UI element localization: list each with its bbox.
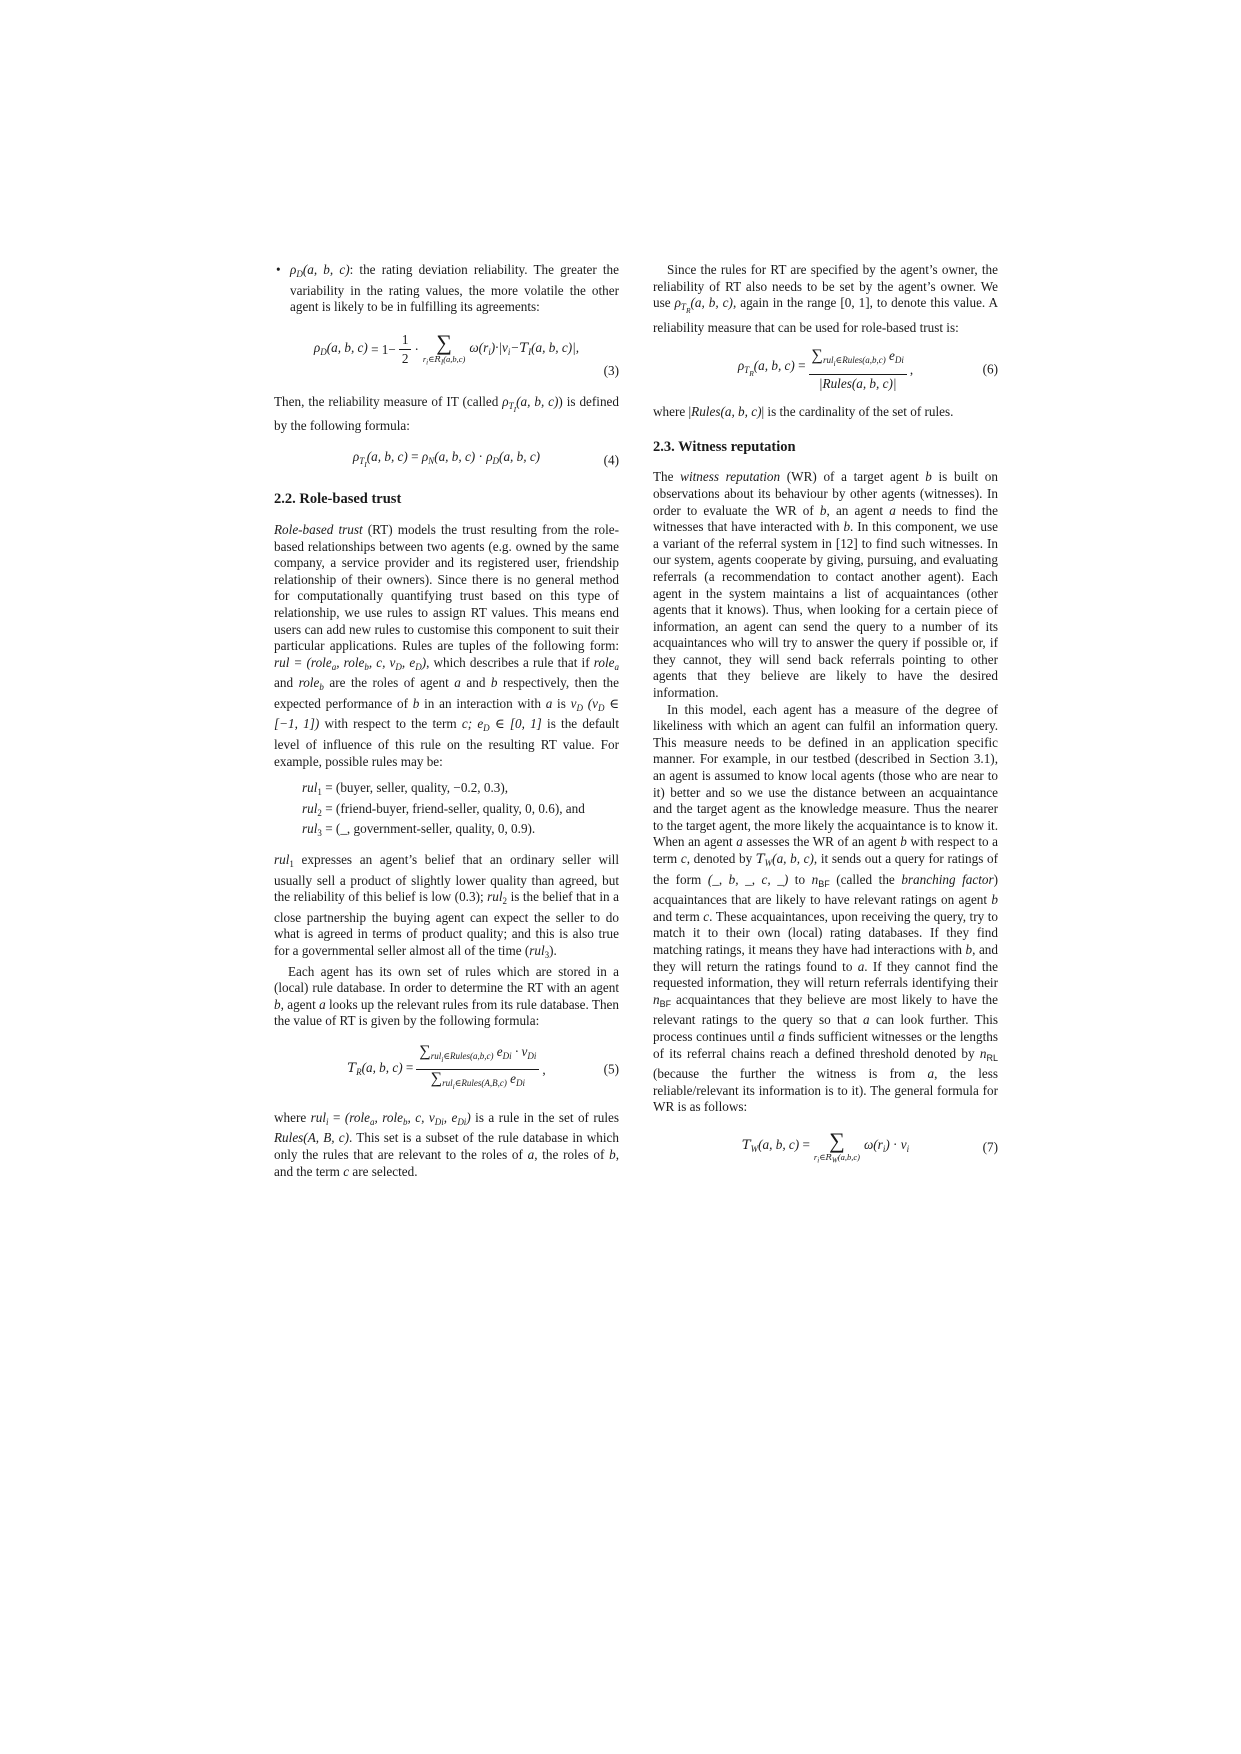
equation-6: $\rho_{T_R}(a$, b, c) = $\frac{\sum_{rul_i\in Rules(a,b,c)} e_{Di}}{\text{|Rules(a, b, c)|}}$ , (6) (737, 347, 998, 391)
equation-3: $\rho_D(a$, b, c) = 1− $\frac{1}{2}$ · ∑ $r_i\in R_I(a,b,c)$ $\omega(r_i)\cdot|v_i-T_I(a$, b, c)|, (3) (313, 330, 619, 379)
bullet-rating-deviation: • $\rho_D(a$, b, c): the rating deviation reliability. The greater the variability in the rating values, the more volatile the other agent is likely to be in fulfilling its agreements: (276, 262, 620, 315)
paragraph-rt-reliability: Since the rules for RT are specified by the agent’s owner, the reliability of RT also needs to be set by the agent’s owner. We use $\rho_{T_R}(a$, b, c), again in the range [0, 1], to denote this value. A reliability measure that can be used for role-based trust is: (653, 262, 999, 335)
paragraph-witness-reputation: The witness reputation (WR) of a target agent b is built on observations about its behaviour by other agents (witnesses). In order to evaluate the WR of b, an agent a needs to find the witnesses that have interacted with b. In this component, we use a variant of the referral system in [12] to find such witnesses. In our system, agents cooperate by giving, pursuing, and evaluating referrals (a recommendation to contact another agent). Each agent in the system maintains a list of acquaintances (other agents that it knows). Thus, when looking for a certain piece of information, an agent can send the query to a number of its acquaintances who will try to answer the query if possible or, if they cannot, they will send back referrals pointing to other agents that they believe are likely to have the desired information. (653, 469, 998, 701)
equation-number: (5) (603, 1061, 619, 1077)
rule-3: rul$_3$ = (_, government-seller, quality, 0, 0.9). (302, 821, 536, 839)
left-column (274, 262, 619, 1180)
paragraph-cardinality: where |Rules(a, b, c)| is the cardinality of the set of rules. (653, 404, 954, 420)
section-heading-witness-reputation: 2.3. Witness reputation (653, 438, 796, 455)
rules-list (302, 780, 619, 842)
right-column (653, 262, 998, 1176)
equation-4: $\rho_{T_I}(a$, b, $c) = \rho_N(a$, b, $c) \cdot \rho_D(a$, b, c) (4) (352, 448, 619, 469)
section-heading-role-based-trust: 2.2. Role-based trust (274, 491, 402, 508)
paragraph-where-rules: where rul$_i$ = (role$_a$, role$_b$, c, $v_{Di}$, $e_{Di}$) is a rule in the set of rules Rules(A, B, c). This set is a subset of the rule database in which only the rules that are relevant to the roles of a, the roles of b, and the term c are selected. (274, 1109, 619, 1179)
paragraph-rule-explanation: rul$_1$ expresses an agent’s belief that an ordinary seller will usually sell a product of slightly lower quality than agreed, but the reliability of this belief is low (0.3); rul$_2$ is the belief that in a close partnership the buying agent can expect the seller to do what is agreed in terms of product quality; and this is also true for a governmental seller almost all of the time (rul$_3$). (274, 852, 620, 960)
rule-2: rul$_2$ = (friend-buyer, friend-seller, quality, 0, 0.6), and (302, 800, 585, 818)
bullet-icon: • (276, 262, 281, 277)
equation-number: (6) (982, 361, 998, 377)
rule-1: rul$_1$ = (buyer, seller, quality, −0.2, 0.3), (302, 780, 509, 798)
equation-7: $T_W(a$, b, c) = ∑ $r_i\in R_W(a,b,c)$ $\omega(r_i) \cdot v_i$ (7) (741, 1127, 998, 1165)
paragraph-role-based-trust: Role-based trust (RT) models the trust resulting from the role-based relationships between two agents (e.g. owned by the same company, a service provider and its registered user, friendship relationship of their owners). Since there is no general method for computationally quantifying trust based on this type of relationship, we use rules to assign RT values. This means end users can add new rules to customise this component to suit their particular applications. Rules are tuples of the following form: rul = (role$_a$, role$_b$, c, $v_D$, $e_D$), which describes a rule that if role$_a$ and role$_b$ are the roles of agent a and b respectively, then the expected performance of b in an interaction with a is $v_D$ ($v_D$ ∈ [−1, 1]) with respect to the term c; $e_D$ ∈ [0, 1] is the default level of influence of this rule on the resulting RT value. For example, possible rules may be: (274, 521, 620, 769)
paragraph-it-reliability: Then, the reliability measure of IT (called $\rho_{T_I}(a$, b, c)) is defined by the following formula: (274, 393, 620, 434)
equation-5: $T_R(a$, b, c) = $\frac{\sum_{rul_i\in Rules(a,b,c)} e_{Di} \cdot v_{Di}}{\sum_{rul_i\in Rules(A,B,c)} e_{Di}}$ , (5) (347, 1042, 619, 1092)
equation-number: (7) (982, 1139, 998, 1155)
paragraph-model-measure: In this model, each agent has a measure of the degree of likeliness with which an agent can fulfil an information query. This measure needs to be defined in an application specific manner. For example, in our testbed (described in Section 3.1), an agent is assumed to know local agents (those who are near to it) better and so we use the distance between an acquaintance and the target agent as the knowledge measure. Thus the nearer to the target agent, the more likely the acquaintance is to know it. When an agent a assesses the WR of an agent b with respect to a term c, denoted by $T_W(a$, b, c), it sends out a query for ratings of the form (_, b, _, c, _) to $n_{BF}$ (called the branching factor) acquaintances that are likely to have relevant ratings on agent b and term c. These acquaintances, upon receiving the query, try to match it to their own (local) rating databases. If they find matching ratings, it means they have had interactions with b, and they will return the ratings found to a. If they cannot find the requested information, they will return referrals identifying their $n_{BF}$ acquaintances that they believe are most likely to have the relevant ratings to the query so that a can look further. This process continues until a finds sufficient witnesses or the lengths of its referral chains reach a defined threshold denoted by $n_{RL}$ (because the further the witness is from a, the less reliable/relevant its information is to it). The general formula for WR is as follows: (653, 701, 999, 1115)
paragraph-each-agent: Each agent has its own set of rules which are stored in a (local) rule database. In order to determine the RT with an agent b, agent a looks up the relevant rules from its rule database. Then the value of RT is given by the following formula: (274, 963, 620, 1029)
equation-number: (4) (603, 452, 619, 468)
equation-number: (3) (603, 363, 619, 379)
